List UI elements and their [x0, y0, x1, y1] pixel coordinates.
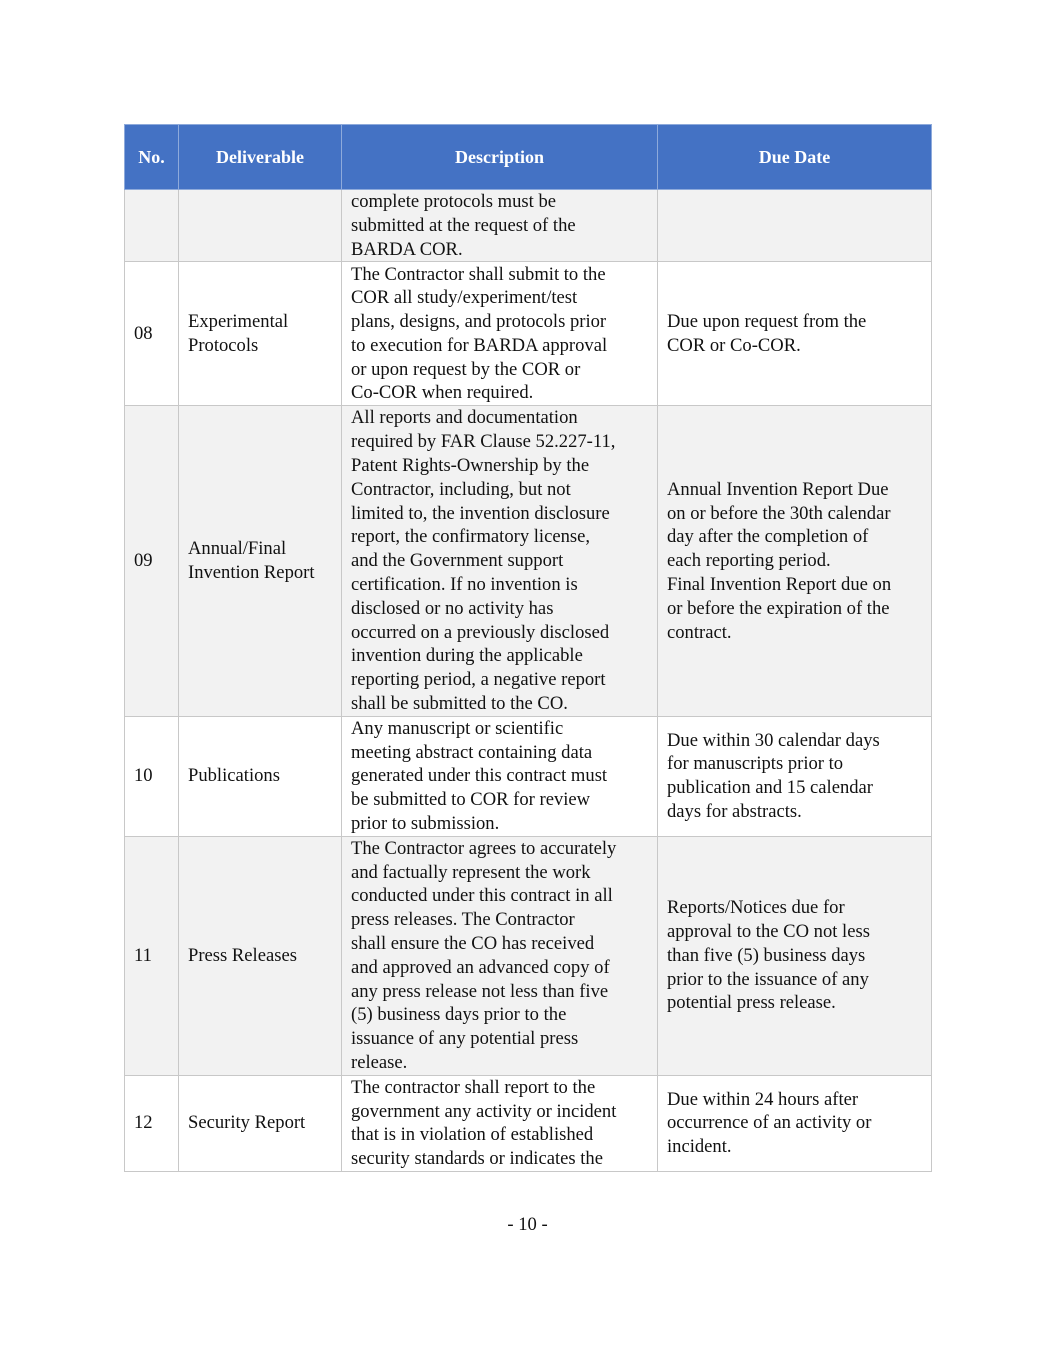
text-line: potential press release. — [667, 992, 836, 1014]
text-line: shall ensure the CO has received — [351, 932, 595, 954]
header-description: Description — [342, 125, 658, 190]
text-line: report, the confirmatory license, — [351, 526, 591, 548]
text-line: each reporting period. — [667, 550, 831, 572]
cell-due-date — [658, 716, 932, 836]
cell-description — [342, 836, 658, 1075]
text-line: approval to the CO not less — [667, 921, 870, 943]
table-header-row — [125, 125, 932, 190]
text-line: press releases. The Contractor — [351, 909, 575, 931]
text-line: on or before the 30th calendar — [667, 502, 891, 524]
text-line: The Contractor shall submit to the — [351, 263, 606, 285]
text-line: The contractor shall report to the — [351, 1076, 596, 1098]
text-line: conducted under this contract in all — [351, 885, 613, 907]
table-row — [125, 836, 932, 1075]
text-line: complete protocols must be — [351, 191, 557, 212]
table-row — [125, 406, 932, 716]
cell-deliverable — [179, 406, 342, 716]
text-line: Patent Rights-Ownership by the — [351, 454, 590, 476]
cell-deliverable — [179, 1075, 342, 1171]
text-line: Due within 30 calendar days — [667, 729, 880, 751]
text-line: for manuscripts prior to — [667, 753, 844, 775]
cell-description — [342, 1075, 658, 1171]
table-row — [125, 190, 932, 262]
text-line: government any activity or incident — [351, 1100, 617, 1122]
text-line: and the Government support — [351, 550, 564, 572]
cell-due-date — [658, 836, 932, 1075]
text-line: prior to the issuance of any — [667, 968, 869, 990]
text-line: security standards or indicates the — [351, 1148, 603, 1170]
cell-due-date — [658, 190, 932, 262]
cell-no: 10 — [125, 716, 179, 836]
text-line: The Contractor agrees to accurately — [351, 837, 617, 859]
text-line: day after the completion of — [667, 526, 869, 548]
cell-due-date — [658, 1075, 932, 1171]
cell-description — [342, 190, 658, 262]
text-line: shall be submitted to the CO. — [351, 692, 568, 714]
text-line: Annual Invention Report Due — [667, 478, 889, 500]
table-row — [125, 716, 932, 836]
header-no: No. — [125, 125, 179, 190]
text-line: that is in violation of established — [351, 1124, 594, 1146]
text-line: COR all study/experiment/test — [351, 287, 578, 309]
text-line: generated under this contract must — [351, 765, 608, 787]
text-line: Protocols — [188, 334, 259, 356]
text-line: submitted at the request of the — [351, 214, 576, 236]
cell-no: 11 — [125, 836, 179, 1075]
cell-description — [342, 262, 658, 406]
text-line: Publications — [188, 765, 280, 787]
text-line: contract. — [667, 621, 732, 643]
text-line: COR or Co-COR. — [667, 334, 801, 356]
table-row — [125, 1075, 932, 1171]
cell-deliverable — [179, 716, 342, 836]
cell-no: 12 — [125, 1075, 179, 1171]
cell-due-date — [658, 406, 932, 716]
table-row — [125, 262, 932, 406]
text-line: invention during the applicable — [351, 645, 583, 667]
text-line: and factually represent the work — [351, 861, 591, 883]
text-line: Reports/Notices due for — [667, 897, 845, 919]
text-line: BARDA COR. — [351, 238, 463, 260]
text-line: Experimental — [188, 311, 289, 333]
text-line: occurred on a previously disclosed — [351, 621, 610, 643]
page-number: - 10 - — [507, 1214, 548, 1235]
cell-no: 09 — [125, 406, 179, 716]
text-line: disclosed or no activity has — [351, 597, 554, 619]
text-line: be submitted to COR for review — [351, 789, 591, 811]
cell-description — [342, 716, 658, 836]
text-line: release. — [351, 1051, 408, 1073]
text-line: Any manuscript or scientific — [351, 717, 564, 739]
text-line: Invention Report — [188, 562, 315, 584]
header-deliverable: Deliverable — [179, 125, 342, 190]
cell-deliverable — [179, 836, 342, 1075]
cell-due-date — [658, 262, 932, 406]
text-line: required by FAR Clause 52.227-11, — [351, 431, 616, 453]
cell-description — [342, 406, 658, 716]
text-line: limited to, the invention disclosure — [351, 502, 610, 524]
text-line: occurrence of an activity or — [667, 1112, 872, 1134]
text-line: Due within 24 hours after — [667, 1088, 859, 1110]
cell-deliverable — [179, 262, 342, 406]
cell-no — [125, 190, 179, 262]
text-line: All reports and documentation — [351, 407, 578, 429]
text-line: Security Report — [188, 1112, 306, 1134]
text-line: days for abstracts. — [667, 801, 802, 823]
text-line: any press release not less than five — [351, 980, 609, 1002]
text-line: Final Invention Report due on — [667, 573, 892, 595]
text-line: plans, designs, and protocols prior — [351, 311, 607, 333]
text-line: Due upon request from the — [667, 311, 867, 333]
cell-no: 08 — [125, 262, 179, 406]
text-line: and approved an advanced copy of — [351, 956, 610, 978]
text-line: Press Releases — [188, 944, 297, 966]
text-line: than five (5) business days — [667, 944, 866, 966]
text-line: Annual/Final — [188, 538, 287, 560]
text-line: or upon request by the COR or — [351, 358, 581, 380]
text-line: incident. — [667, 1136, 732, 1158]
text-line: publication and 15 calendar — [667, 777, 874, 799]
text-line: issuance of any potential press — [351, 1028, 579, 1050]
text-line: or before the expiration of the — [667, 597, 890, 619]
text-line: meeting abstract containing data — [351, 741, 593, 763]
text-line: to execution for BARDA approval — [351, 334, 608, 356]
cell-deliverable — [179, 190, 342, 262]
header-due-date: Due Date — [658, 125, 932, 190]
text-line: prior to submission. — [351, 812, 500, 834]
text-line: Co-COR when required. — [351, 382, 534, 404]
text-line: certification. If no invention is — [351, 573, 578, 595]
deliverables-table — [124, 124, 932, 1172]
text-line: (5) business days prior to the — [351, 1004, 567, 1026]
text-line: reporting period, a negative report — [351, 669, 606, 691]
text-line: Contractor, including, but not — [351, 478, 571, 500]
